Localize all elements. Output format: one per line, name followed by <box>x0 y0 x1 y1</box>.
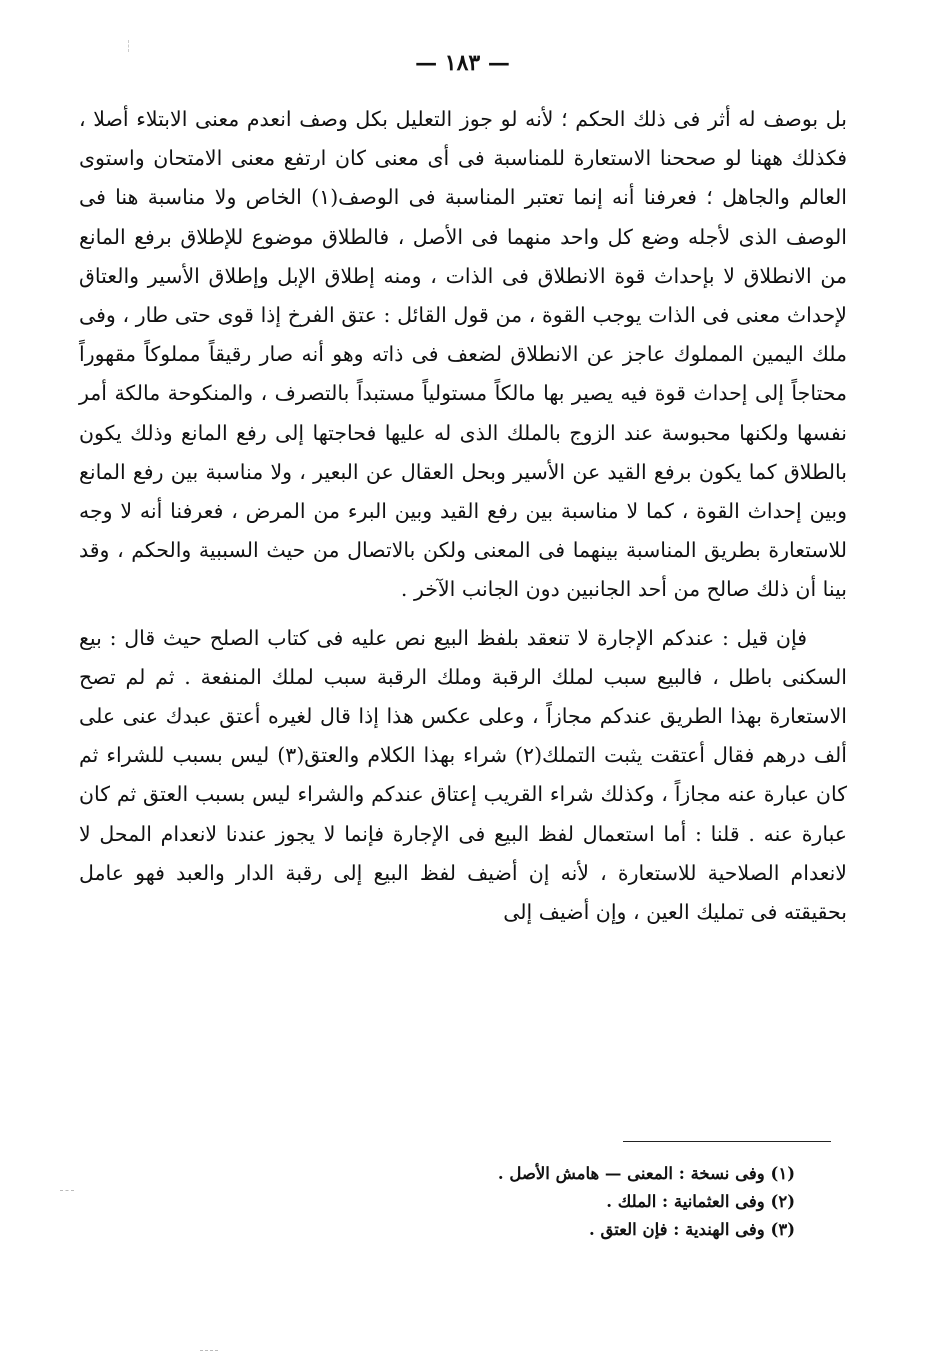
main-text <box>79 100 847 932</box>
footnotes <box>295 1160 795 1244</box>
footnote-3: (٣) وفى الهندية : فإن العتق . <box>588 1220 795 1239</box>
footnote-separator <box>623 1141 831 1142</box>
footnote-2: (٢) وفى العثمانية : الملك . <box>606 1192 795 1211</box>
paragraph-2: فإن قيل : عندكم الإجارة لا تنعقد بلفظ البيع نص عليه فى كتاب الصلح حيث قال : بيع السكنى باطل ، فالبيع سبب لملك الرقبة وملك الرقبة سبب لملك المنفعة . ثم لم تصح الاستعارة بهذا الطريق عندكم مجازاً ، وعلى عكس هذا إذا قال لغيره أعتق عبدك عنى على ألف درهم فقال أعتقت يثبت التملك(٢) شراء بهذا الكلام والعتق(٣) ليس بسبب للشراء ثم كان عبارة عنه مجازاً ، وكذلك شراء القريب إعتاق عندكم والشراء ليس بسبب العتق ثم كان عبارة عنه . قلنا : أما استعمال لفظ البيع فى الإجارة فإنما لا يجوز عندنا لانعدام المحل لا لانعدام الصلاحية للاستعارة ، لأنه إن أضيف لفظ البيع إلى رقبة الدار والعبد فهو عامل بحقيقته فى تمليك العين ، وإن أضيف إلى <box>79 625 847 925</box>
scan-speck <box>128 40 131 52</box>
scan-speck <box>200 1350 218 1351</box>
footnote-1: (١) وفى نسخة : المعنى — هامش الأصل . <box>497 1164 795 1183</box>
paragraph-1: بل بوصف له أثر فى ذلك الحكم ؛ لأنه لو جوز التعليل بكل وصف انعدم معنى الابتلاء أصلا ، فكذلك ههنا لو صححنا الاستعارة للمناسبة فى أى معنى كان ارتفع معنى الامتحان واستوى العالم والجاهل ؛ فعرفنا أنه إنما تعتبر المناسبة فى الوصف(١) الخاص ولا مناسبة هنا فى الوصف الذى لأجله وضع كل واحد منهما فى الأصل ، فالطلاق موضوع للإطلاق برفع المانع من الانطلاق لا بإحداث قوة الانطلاق فى الذات ، ومنه إطلاق الإبل وإطلاق الأسير والعتاق لإحداث معنى فى الذات يوجب القوة ، من قول القائل : عتق الفرخ إذا قوى حتى طار ، وفى ملك اليمين المملوك عاجز عن الانطلاق لضعف فى ذاته وهو أنه صار رقيقاً مملوكاً مقهوراً محتاجاً إلى إحداث قوة فيه يصير بها مالكاً مستولياً مستبداً بالتصرف ، والمنكوحة مالكة أمر نفسها ولكنها محبوسة عند الزوج بالملك الذى له عليها فحاجتها إلى رفع المانع وذلك يكون بالطلاق كما يكون برفع القيد عن الأسير وبحل العقال عن البعير ، ولا مناسبة بين رفع المانع وبين إحداث القوة ، كما لا مناسبة بين رفع القيد وبين البرء من المرض ، فعرفنا أنه لا وجه للاستعارة بطريق المناسبة بينهما فى المعنى ولكن بالاتصال من حيث السببية والحكم ، وقد بينا أن ذلك صالح من أحد الجانبين دون الجانب الآخر . <box>79 107 847 602</box>
scan-speck <box>60 1190 74 1191</box>
page-number: — ١٨٣ — <box>415 50 510 76</box>
